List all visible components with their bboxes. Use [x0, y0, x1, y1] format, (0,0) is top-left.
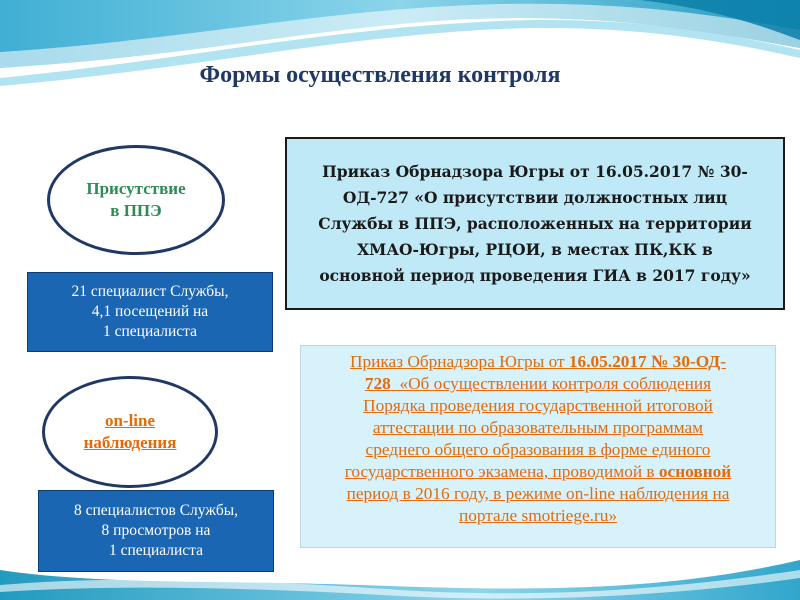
order-text: аттестации по образовательным программам [372, 418, 704, 437]
order-line: ХМАО-Югры, РЦОИ, в местах ПК,КК в [357, 239, 713, 259]
presence-stats-box [27, 272, 273, 352]
page-title: Формы осуществления контроля [199, 62, 561, 88]
order-number: 728 [364, 374, 391, 393]
order-text: государственного экзамена, проводимой в [344, 462, 655, 481]
order-emphasis: основной [658, 462, 732, 481]
order-line: Службы в ППЭ, расположенных на территории [318, 213, 752, 233]
oval-label-line: Присутствие [86, 179, 186, 198]
order-727-box [285, 137, 785, 310]
order-text: портале smotriege.ru» [458, 506, 617, 525]
order-number: 16.05.2017 № 30-ОД- [568, 352, 726, 371]
order-text: среднего общего образования в форме единого [365, 440, 711, 459]
online-stats-box [38, 490, 274, 572]
stats-line: 8 специалистов Службы, [73, 502, 238, 519]
stats-line: 1 специалиста [108, 542, 204, 559]
presence-oval [47, 145, 225, 255]
order-line: ОД-727 «О присутствии должностных лиц [342, 187, 728, 207]
stats-line: 21 специалист Службы, [71, 283, 229, 300]
stats-line: 1 специалиста [102, 323, 198, 340]
order-line: основной период проведения ГИА в 2017 году» [319, 265, 751, 285]
oval-link-line[interactable]: on-line [104, 411, 156, 430]
order-text: Приказ Обрнадзора Югры от [350, 352, 565, 371]
order-text: «Об осуществлении контроля соблюдения [399, 374, 712, 393]
stats-line: 8 просмотров на [101, 522, 211, 539]
order-728-link-box[interactable] [300, 345, 776, 548]
oval-label-line: в ППЭ [110, 201, 162, 220]
order-text: Порядка проведения государственной итоговой [363, 396, 713, 415]
order-line: Приказ Обрнадзора Югры от 16.05.2017 № 30- [322, 161, 748, 181]
order-text: период в 2016 году, в режиме on-line наблюдения на [346, 484, 730, 503]
oval-link-line[interactable]: наблюдения [83, 433, 177, 452]
online-oval [42, 376, 218, 488]
stats-line: 4,1 посещений на [91, 303, 209, 320]
